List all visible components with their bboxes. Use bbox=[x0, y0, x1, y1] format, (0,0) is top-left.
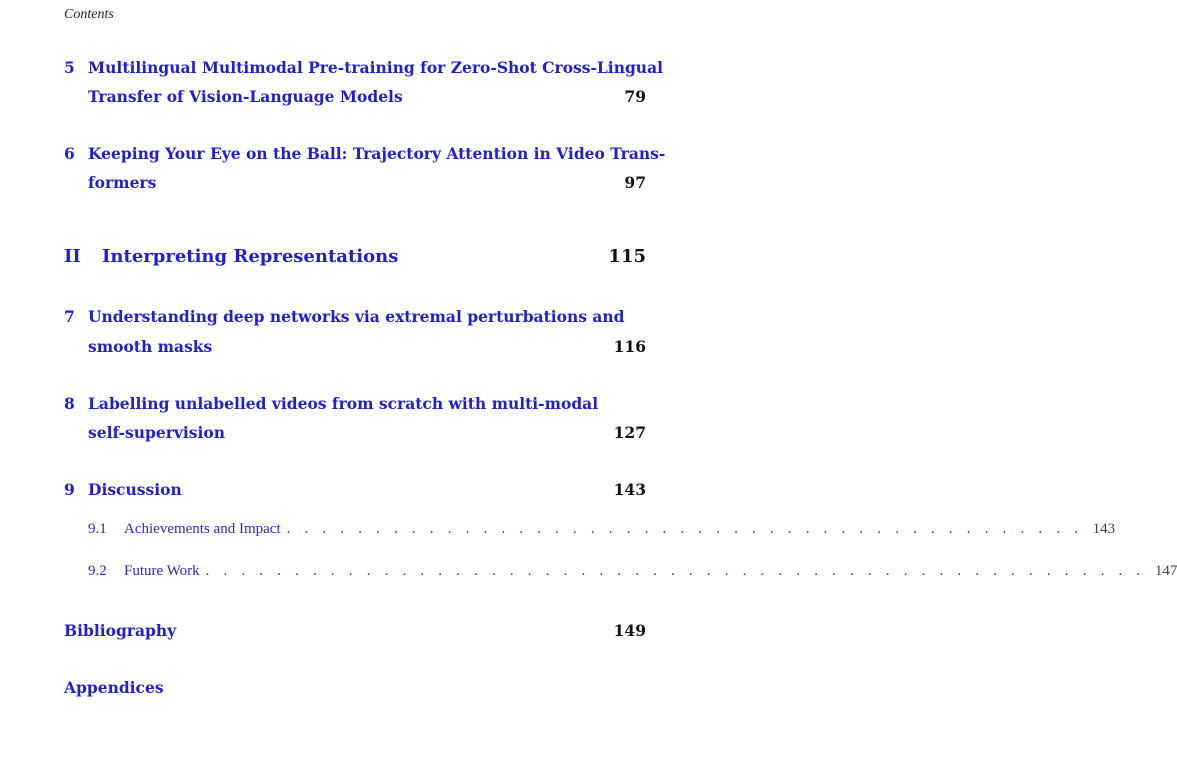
toc-appendices[interactable] bbox=[64, 678, 646, 697]
part-title[interactable]: Interpreting Representations bbox=[102, 246, 399, 267]
toc-section-9-2[interactable] bbox=[88, 563, 1177, 580]
chapter-title-line-1[interactable]: Multilingual Multimodal Pre-training for Zero-Shot Cross-Lingual bbox=[88, 58, 664, 77]
section-number: 9.1 bbox=[88, 521, 107, 537]
section-title[interactable]: Future Work bbox=[124, 563, 200, 579]
toc-chapter-5[interactable] bbox=[64, 58, 664, 108]
chapter-page-number[interactable]: 127 bbox=[613, 423, 646, 442]
section-page-number[interactable]: 147 bbox=[1154, 563, 1177, 579]
toc-bibliography[interactable] bbox=[64, 621, 646, 640]
chapter-number: 9 bbox=[64, 480, 75, 499]
bibliography-title[interactable]: Bibliography bbox=[64, 621, 177, 640]
chapter-page-number[interactable]: 97 bbox=[624, 173, 646, 192]
section-page-number[interactable]: 143 bbox=[1092, 521, 1116, 537]
toc-section-9-1[interactable] bbox=[88, 521, 1116, 538]
chapter-number: 5 bbox=[64, 58, 75, 77]
chapter-page-number[interactable]: 143 bbox=[613, 480, 646, 499]
section-title[interactable]: Achievements and Impact bbox=[124, 521, 281, 537]
part-number: II bbox=[64, 246, 81, 267]
chapter-title-line-1[interactable]: Labelling unlabelled videos from scratch with multi-modal bbox=[88, 394, 599, 413]
chapter-number: 6 bbox=[64, 144, 75, 163]
chapter-title-line-2[interactable]: formers bbox=[88, 173, 157, 192]
chapter-page-number[interactable]: 116 bbox=[613, 337, 646, 356]
section-number: 9.2 bbox=[88, 563, 107, 579]
toc-chapter-7[interactable] bbox=[64, 307, 646, 357]
toc-chapter-8[interactable] bbox=[64, 394, 646, 444]
chapter-title-line-2[interactable]: smooth masks bbox=[88, 337, 213, 356]
appendices-title[interactable]: Appendices bbox=[64, 678, 164, 697]
chapter-page-number[interactable]: 79 bbox=[624, 87, 646, 106]
chapter-title-line-1[interactable]: Understanding deep networks via extremal perturbations and bbox=[88, 307, 625, 326]
chapter-title-line-2[interactable]: self-supervision bbox=[88, 423, 226, 442]
toc-chapter-6[interactable] bbox=[64, 144, 666, 194]
chapter-number: 7 bbox=[64, 307, 75, 326]
leader-dots: . . . . . . . . . . . . . . . . . . . . . . . . . . . . . . . . . . . . . . . . . . . . . . . . . . . . . bbox=[205, 563, 1146, 579]
chapter-title-line-1[interactable]: Keeping Your Eye on the Ball: Trajectory Attention in Video Trans- bbox=[88, 144, 666, 163]
chapter-number: 8 bbox=[64, 394, 75, 413]
chapter-title-line-2[interactable]: Transfer of Vision-Language Models bbox=[88, 87, 403, 106]
running-head: Contents bbox=[64, 7, 114, 22]
toc-chapter-9[interactable] bbox=[64, 480, 646, 502]
part-page-number[interactable]: 115 bbox=[608, 246, 646, 267]
chapter-title[interactable]: Discussion bbox=[88, 480, 182, 499]
leader-dots: . . . . . . . . . . . . . . . . . . . . . . . . . . . . . . . . . . . . . . . . . . . . . bbox=[286, 521, 1084, 537]
bibliography-page-number[interactable]: 149 bbox=[613, 621, 646, 640]
